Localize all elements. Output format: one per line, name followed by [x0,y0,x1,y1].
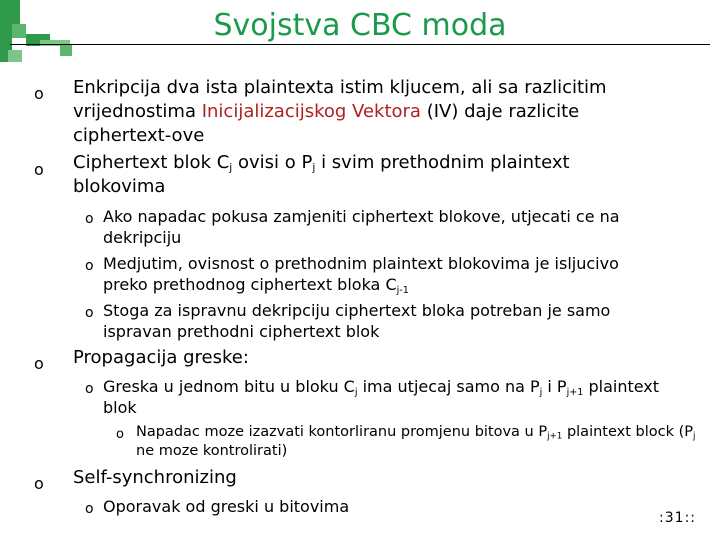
bullet-dependency [73,151,633,199]
text: i svim prethodnim plaintext blokovima [73,152,570,197]
text: Ciphertext blok C [73,152,230,173]
subscript: j [229,161,233,175]
subscript: j [693,431,696,442]
text: Napadac moze izazvati kontorliranu promjenu bitova u P [136,424,548,440]
text: plaintext blok [103,377,660,417]
bullet-self-sync: Self-synchronizing [73,467,237,488]
slide-title: Svojstva CBC moda [213,8,507,43]
bullet-marker: o [85,501,94,517]
text: Greska u jednom bitu u bloku C [103,377,355,396]
sub-sub-bullet-attacker [136,423,696,461]
sub-bullet-correct-decryption: Stoga za ispravnu dekripciju ciphertext bloka potreban je samo ispravan prethodni ciphertext blok [103,301,611,341]
page-number: :31:: [659,510,696,526]
text: Enkripcija dva ista plaintexta istim kljucem, ali sa razlicitim vrijednostima [73,77,607,122]
bullet-marker: o [85,211,94,227]
bullet-iv-property [73,76,633,148]
sub-bullet-recovery: Oporavak od greski u bitovima [103,497,350,516]
subscript: j [354,386,358,398]
sub-bullet-replace-blocks: Ako napadac pokusa zamjeniti ciphertext blokove, utjecati ce na dekripciju [103,207,620,247]
text: (IV) daje razlicite ciphertext-ove [73,101,580,146]
text: plaintext block (P [562,424,693,440]
bullet-error-propagation: Propagacija greske: [73,347,249,368]
subscript: j+1 [547,431,563,442]
subscript: j-1 [396,284,409,296]
bullet-marker: o [116,427,124,442]
text: ne moze kontrolirati) [136,443,288,459]
bullet-marker: o [85,305,94,321]
sub-bullet-bit-error [103,376,693,418]
bullet-marker: o [34,474,44,493]
bullet-marker: o [85,258,94,274]
text: i P [542,377,567,396]
highlighted-term: Inicijalizacijskog Vektora [201,101,421,122]
sub-bullet-previous-block [103,253,663,295]
bullet-marker: o [85,381,94,397]
text: ima utjecaj samo na P [357,377,540,396]
title-underline [10,44,710,45]
text: Medjutim, ovisnost o prethodnim plaintext blokovima je isljucivo preko prethodnog ciphertext bloka C [103,254,619,294]
subscript: j [539,386,543,398]
bullet-marker: o [34,84,44,103]
text: ovisi o P [232,152,313,173]
subscript: j+1 [566,386,584,398]
subscript: j [312,161,316,175]
bullet-marker: o [34,354,44,373]
bullet-marker: o [34,160,44,179]
